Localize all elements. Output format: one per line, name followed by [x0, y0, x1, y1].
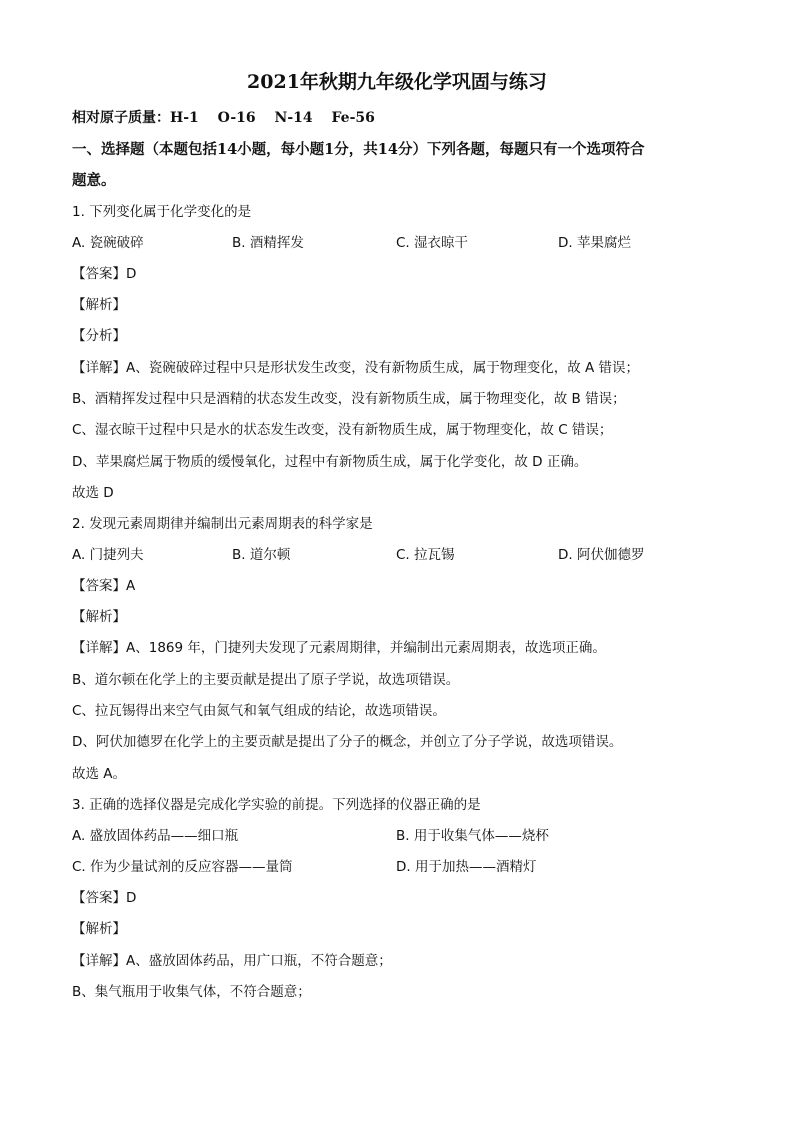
q1-option-a: A. 瓷碗破碎 — [72, 235, 144, 251]
q2-conclusion: 故选 A。 — [72, 766, 127, 782]
q2-detail-c: C、拉瓦锡得出来空气由氮气和氧气组成的结论，故选项错误。 — [72, 703, 446, 719]
q2-detail-d: D、阿伏加德罗在化学上的主要贡献是提出了分子的概念，并创立了分子学说，故选项错误。 — [72, 734, 623, 750]
q3-detail-a: 【详解】A、盛放固体药品，用广口瓶，不符合题意； — [72, 953, 392, 969]
q1-option-c: C. 湿衣晾干 — [396, 235, 469, 251]
atomic-mass-line: 相对原子质量：H-1 O-16 N-14 Fe-56 — [72, 110, 375, 126]
q1-analysis-label: 【解析】 — [72, 297, 126, 313]
q1-detail-a: 【详解】A、瓷碗破碎过程中只是形状发生改变，没有新物质生成，属于物理变化，故 A 错误； — [72, 360, 640, 376]
question-2-stem: 2. 发现元素周期律并编制出元素周期表的科学家是 — [72, 516, 373, 532]
q1-detail-b: B、酒精挥发过程中只是酒精的状态发生改变，没有新物质生成，属于物理变化，故 B 错误； — [72, 391, 626, 407]
q3-answer: 【答案】D — [72, 890, 137, 906]
q2-detail-a: 【详解】A、1869 年，门捷列夫发现了元素周期律，并编制出元素周期表，故选项正确。 — [72, 640, 606, 656]
q2-analysis-label: 【解析】 — [72, 609, 126, 625]
page-title: 2021年秋期九年级化学巩固与练习 — [247, 71, 547, 93]
q2-option-d: D. 阿伏伽德罗 — [558, 547, 645, 563]
q2-option-b: B. 道尔顿 — [232, 547, 291, 563]
q2-detail-b: B、道尔顿在化学上的主要贡献是提出了原子学说，故选项错误。 — [72, 672, 460, 688]
q3-analysis-label: 【解析】 — [72, 921, 126, 937]
q1-fenxi-label: 【分析】 — [72, 328, 126, 344]
q3-option-c: C. 作为少量试剂的反应容器——量筒 — [72, 859, 293, 875]
q1-answer: 【答案】D — [72, 266, 137, 282]
q1-option-b: B. 酒精挥发 — [232, 235, 304, 251]
question-1-stem: 1. 下列变化属于化学变化的是 — [72, 204, 252, 220]
q1-conclusion: 故选 D — [72, 485, 114, 501]
q1-option-d: D. 苹果腐烂 — [558, 235, 631, 251]
section-heading-line2: 题意。 — [72, 172, 116, 189]
q3-detail-b: B、集气瓶用于收集气体，不符合题意； — [72, 984, 311, 1000]
q1-detail-d: D、苹果腐烂属于物质的缓慢氧化，过程中有新物质生成，属于化学变化，故 D 正确。 — [72, 454, 588, 470]
q2-option-a: A. 门捷列夫 — [72, 547, 144, 563]
q1-detail-c: C、湿衣晾干过程中只是水的状态发生改变，没有新物质生成，属于物理变化，故 C 错误； — [72, 422, 613, 438]
question-3-stem: 3. 正确的选择仪器是完成化学实验的前提。下列选择的仪器正确的是 — [72, 797, 481, 813]
q3-option-a: A. 盛放固体药品——细口瓶 — [72, 828, 239, 844]
q2-option-c: C. 拉瓦锡 — [396, 547, 455, 563]
section-heading-line1: 一、选择题（本题包括14小题，每小题1分，共14分）下列各题，每题只有一个选项符合 — [72, 141, 645, 158]
q3-option-b: B. 用于收集气体——烧杯 — [396, 828, 549, 844]
q2-answer: 【答案】A — [72, 578, 136, 594]
q3-option-d: D. 用于加热——酒精灯 — [396, 859, 537, 875]
